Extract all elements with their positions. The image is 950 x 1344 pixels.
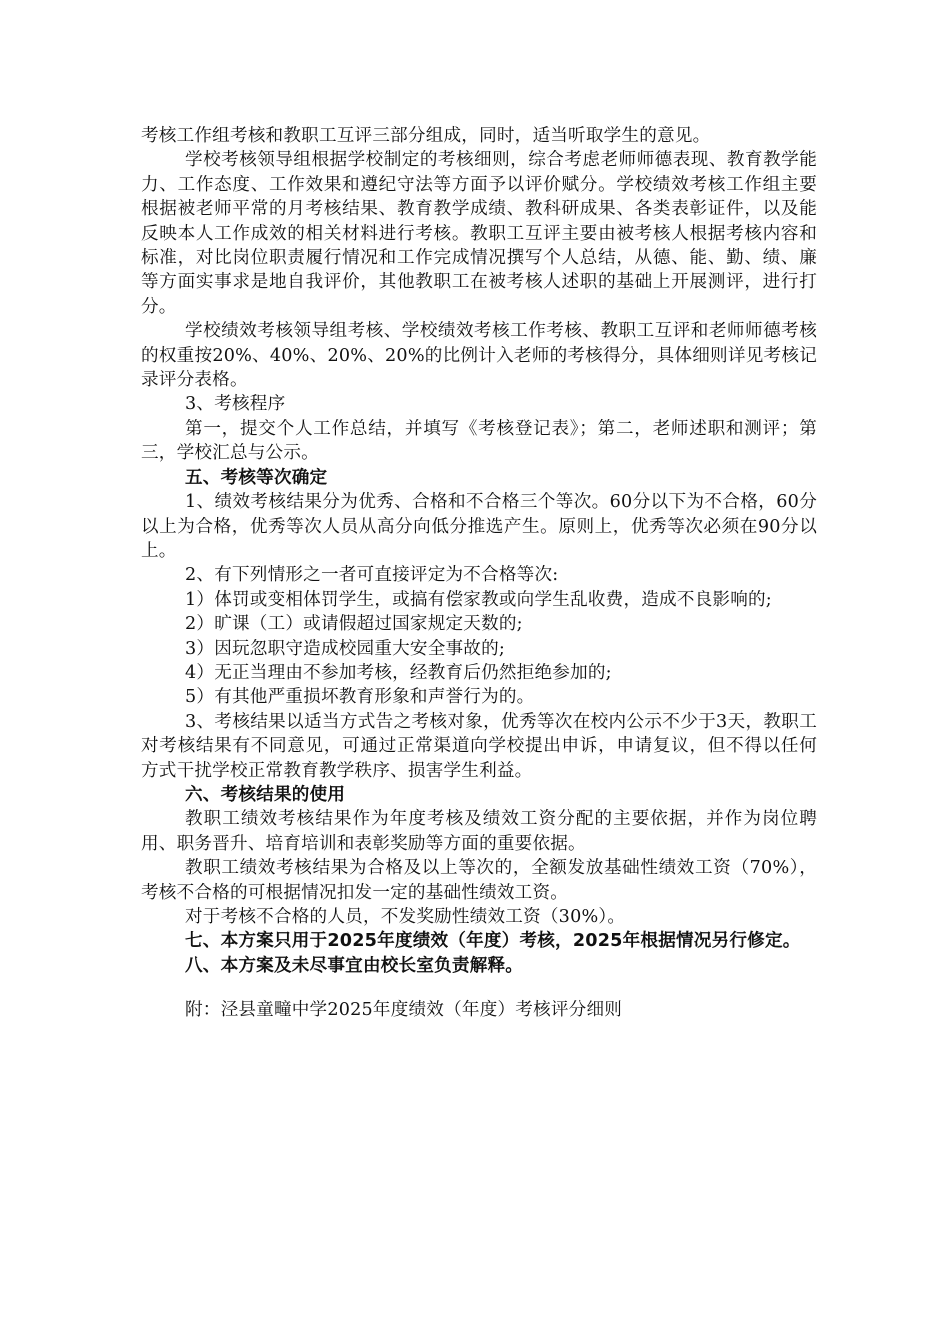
section-heading-scope: 七、本方案只用于2025年度绩效（年度）考核，2025年根据情况另行修定。	[185, 931, 801, 952]
section-heading-interpretation: 八、本方案及未尽事宜由校长室负责解释。	[185, 955, 524, 976]
document-body	[141, 124, 817, 1023]
paragraph-disqualification-intro: 2、有下列情形之一者可直接评定为不合格等次:	[185, 565, 559, 586]
paragraph-weighting: 学校绩效考核领导组考核、学校绩效考核工作考核、教职工互评和老师师德考核的权重按20%、40%、20%、20%的比例计入老师的考核得分，具体细则详见考核记录评分表格。	[141, 321, 817, 391]
paragraph-publication-appeal: 3、考核结果以适当方式告之考核对象，优秀等次在校内公示不少于3天，教职工对考核结果有不同意见，可通过正常渠道向学校提出申诉，申请复议，但不得以任何方式干扰学校正常教育教学秩序、损害学生利益。	[141, 711, 817, 781]
section-heading-result-usage: 六、考核结果的使用	[185, 784, 346, 805]
paragraph-basic-salary: 教职工绩效考核结果为合格及以上等次的，全额发放基础性绩效工资（70%），考核不合格的可根据情况扣发一定的基础性绩效工资。	[141, 858, 817, 903]
paragraph-procedure-title: 3、考核程序	[185, 394, 286, 415]
list-item-corporal-punishment: 1）体罚或变相体罚学生，或搞有偿家教或向学生乱收费，造成不良影响的;	[185, 589, 772, 610]
list-item-safety-accident: 3）因玩忽职守造成校园重大安全事故的;	[185, 638, 506, 659]
list-item-reputation-damage: 5）有其他严重损坏教育形象和声誉行为的。	[185, 687, 535, 708]
attachment-note: 附：泾县童疃中学2025年度绩效（年度）考核评分细则	[185, 1000, 623, 1021]
paragraph-usage-basis: 教职工绩效考核结果作为年度考核及绩效工资分配的主要依据，并作为岗位聘用、职务晋升、培育培训和表彰奖励等方面的重要依据。	[141, 809, 817, 854]
list-item-absence: 2）旷课（工）或请假超过国家规定天数的;	[185, 614, 523, 635]
section-heading-grade-determination: 五、考核等次确定	[185, 467, 328, 488]
spacer	[141, 978, 817, 998]
paragraph-incentive-salary: 对于考核不合格的人员，不发奖励性绩效工资（30%）。	[185, 907, 626, 927]
paragraph-procedure-steps: 第一，提交个人工作总结，并填写《考核登记表》；第二，老师述职和测评；第三，学校汇总与公示。	[141, 418, 817, 464]
paragraph-leadership-evaluation: 学校考核领导组根据学校制定的考核细则，综合考虑老师师德表现、教育教学能力、工作态度、工作效果和遵纪守法等方面予以评价赋分。学校绩效考核工作组主要根据被老师平常的月考核结果、教育教学成绩、教科研成果、各类表彰证件，以及能反映本人工作成效的相关材料进行考核。教职工互评主要由被考核人根据考核内容和标准，对比岗位职责履行情况和工作完成情况撰写个人总结，从德、能、勤、绩、廉等方面实事求是地自我评价，其他教职工在被考核人述职的基础上开展测评，进行打分。	[141, 150, 817, 317]
paragraph-grade-levels: 1、绩效考核结果分为优秀、合格和不合格三个等次。60分以下为不合格，60分以上为合格，优秀等次人员从高分向低分推选产生。原则上，优秀等次必须在90分以上。	[141, 492, 817, 561]
paragraph-evaluation-composition: 考核工作组考核和教职工互评三部分组成，同时，适当听取学生的意见。	[141, 126, 711, 146]
list-item-refusal: 4）无正当理由不参加考核，经教育后仍然拒绝参加的;	[185, 662, 612, 683]
